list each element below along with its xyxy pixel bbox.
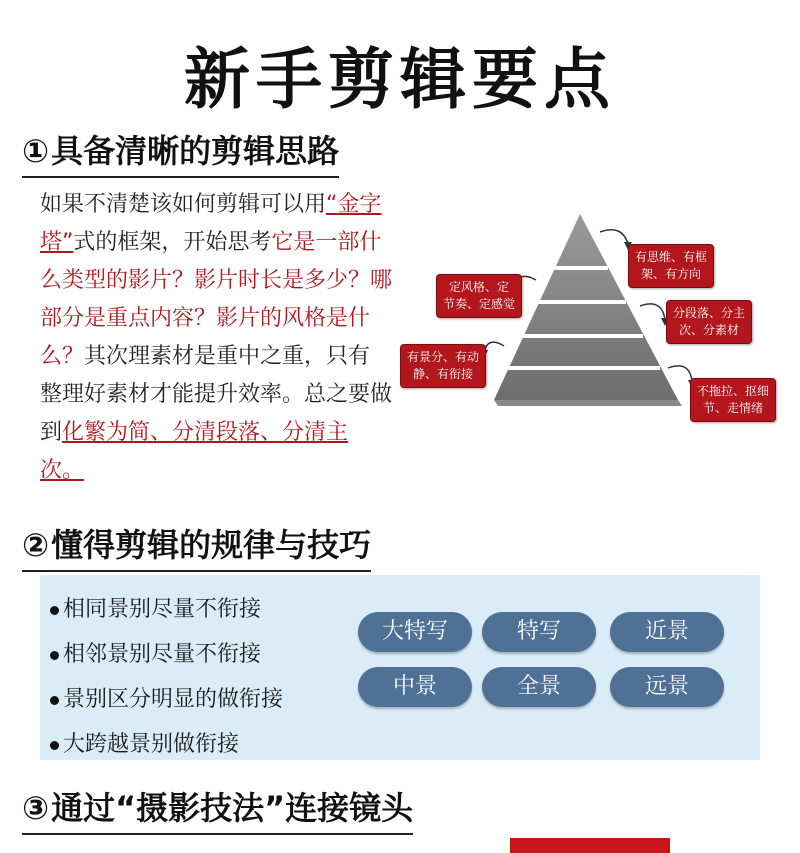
tag-line: 架、有方向	[641, 267, 702, 281]
section-2-title: 懂得剪辑的规律与技巧	[51, 526, 372, 564]
section-1-number: ①	[22, 132, 50, 170]
shot-pill-medium: 中景	[358, 667, 472, 707]
rules-panel	[40, 575, 760, 760]
shot-pill-extreme-closeup: 大特写	[358, 612, 472, 652]
bullet-icon	[50, 606, 59, 615]
tag-line: 节奏、定感觉	[443, 297, 516, 311]
list-item-text: 景别区分明显的做衔接	[63, 687, 284, 712]
pyramid-base	[494, 400, 682, 406]
list-item	[50, 677, 283, 722]
shot-pill-medium-closeup: 近景	[610, 612, 724, 652]
list-item	[50, 632, 283, 677]
section-3-number: ③	[22, 789, 50, 827]
tag-line: 有思维、有框	[635, 250, 708, 264]
bullet-icon	[50, 696, 59, 705]
page-title: 新手剪辑要点	[184, 41, 616, 118]
arrow-icon	[600, 230, 628, 244]
list-item-text: 大跨越景别做衔接	[63, 732, 240, 757]
tag-line: 定风格、定	[449, 280, 510, 294]
para-highlight-pyramid: “金字塔”	[40, 192, 382, 255]
tag-line: 不拖拉、抠细	[697, 384, 770, 398]
para-highlight-summary: 化繁为简、分清段落、分清主次。	[40, 420, 349, 483]
pyramid-diagram	[400, 210, 780, 430]
section-2-heading	[22, 520, 371, 572]
section-1-title: 具备清晰的剪辑思路	[51, 132, 340, 170]
list-item	[50, 722, 283, 767]
tag-emotion	[690, 378, 776, 422]
section-2-number: ②	[22, 526, 50, 564]
rules-list	[50, 587, 283, 767]
para-text-1: 如果不清楚该如何剪辑可以用	[40, 192, 327, 217]
list-item-text: 相邻景别尽量不衔接	[63, 642, 262, 667]
para-highlight-questions: 它是一部什么类型的影片？影片时长是多少？哪部分是重点内容？影片的风格是什么？	[40, 230, 393, 369]
shot-pill-long: 远景	[610, 667, 724, 707]
bottom-banner	[510, 838, 670, 853]
tag-segments	[666, 300, 752, 344]
section-1-paragraph	[40, 186, 392, 490]
list-item-text: 相同景别尽量不衔接	[63, 597, 262, 622]
tag-line: 分段落、分主	[673, 306, 746, 320]
bullet-icon	[50, 651, 59, 660]
shot-pill-closeup: 特写	[482, 612, 596, 652]
tag-line: 有景分、有动	[407, 350, 480, 364]
tag-thinking	[628, 244, 714, 288]
section-3-heading	[22, 783, 413, 835]
section-3-title: 通过“摄影技法”连接镜头	[51, 789, 414, 827]
tag-style	[436, 274, 522, 318]
shot-pill-full: 全景	[482, 667, 596, 707]
tag-line: 节、走情绪	[703, 401, 764, 415]
bullet-icon	[50, 741, 59, 750]
arrow-icon	[640, 304, 665, 320]
section-1-heading	[22, 126, 339, 178]
arrow-icon	[668, 366, 692, 382]
tag-line: 静、有衔接	[413, 367, 474, 381]
para-text-2: 式的框架，开始思考	[73, 230, 272, 255]
list-item	[50, 587, 283, 632]
tag-line: 次、分素材	[679, 323, 740, 337]
tag-shots	[400, 344, 486, 388]
para-text-3: 其次理素材是重中之重，只有整理好素材才能提升效率。总之要做到	[40, 344, 393, 445]
